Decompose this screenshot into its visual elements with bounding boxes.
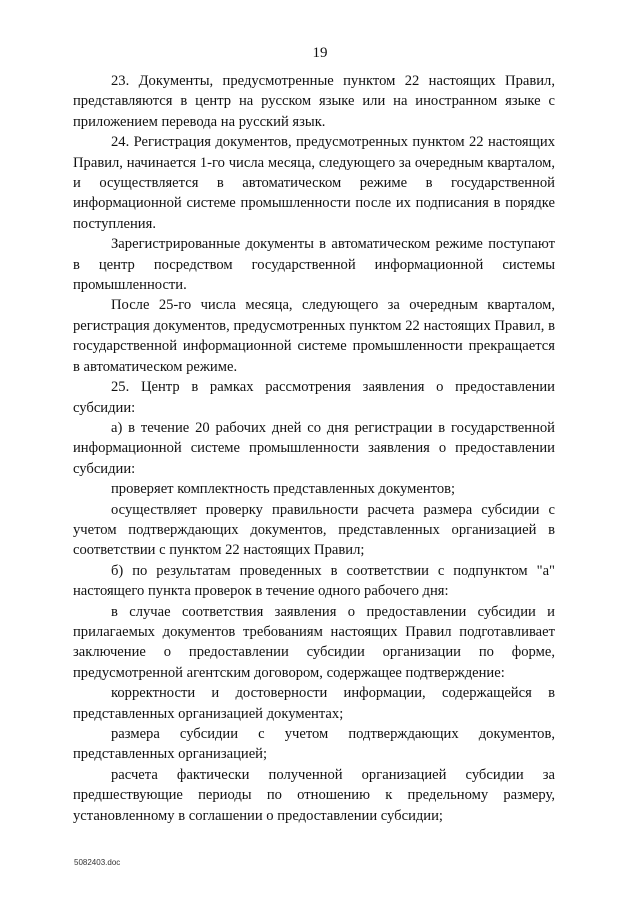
document-body <box>73 71 555 826</box>
paragraph: 24. Регистрация документов, предусмотренных пунктом 22 настоящих Правил, начинается 1-го числа месяца, следующего за очередным кварталом, и осуществляется в автоматическом режиме в государственной информационной системе промышленности после их подписания в порядке поступления. <box>73 134 555 232</box>
paragraph: 23. Документы, предусмотренные пунктом 22 настоящих Правил, представляются в центр на русском языке или на иностранном языке с приложением перевода на русский язык. <box>73 73 555 130</box>
paragraph: расчета фактически полученной организацией субсидии за предшествующие периоды по отношению к предельному размеру, установленному в соглашении о предоставлении субсидии; <box>73 766 555 824</box>
paragraph: в случае соответствия заявления о предоставлении субсидии и прилагаемых документов требованиям настоящих Правил подготавливает заключение о предоставлении субсидии организации по форме, предусмотренной агентским договором, содержащее подтверждение: <box>73 603 555 681</box>
paragraph: размера субсидии с учетом подтверждающих документов, представленных организацией; <box>73 726 555 763</box>
paragraph: б) по результатам проведенных в соответствии с подпунктом "а" настоящего пункта проверок в течение одного рабочего дня: <box>73 562 555 600</box>
paragraph: осуществляет проверку правильности расчета размера субсидии с учетом подтверждающих документов, представленных организацией в соответствии с пунктом 22 настоящих Правил; <box>73 501 555 559</box>
page-number: 19 <box>312 45 328 61</box>
document-footer-filename: 5082403.doc <box>74 858 121 867</box>
paragraph: проверяет комплектность представленных документов; <box>111 481 456 498</box>
paragraph: После 25-го числа месяца, следующего за очередным кварталом, регистрация документов, предусмотренных пунктом 22 настоящих Правил, в государственной информационной системе промышленности прекращается в автоматическом режиме. <box>73 297 555 375</box>
paragraph: корректности и достоверности информации, содержащейся в представленных организацией документах; <box>73 685 555 722</box>
paragraph: а) в течение 20 рабочих дней со дня регистрации в государственной информационной системе промышленности заявления о предоставлении субсидии: <box>73 419 555 477</box>
paragraph: Зарегистрированные документы в автоматическом режиме поступают в центр посредством государственной информационной системы промышленности. <box>73 236 555 294</box>
paragraph: 25. Центр в рамках рассмотрения заявления о предоставлении субсидии: <box>73 379 555 416</box>
